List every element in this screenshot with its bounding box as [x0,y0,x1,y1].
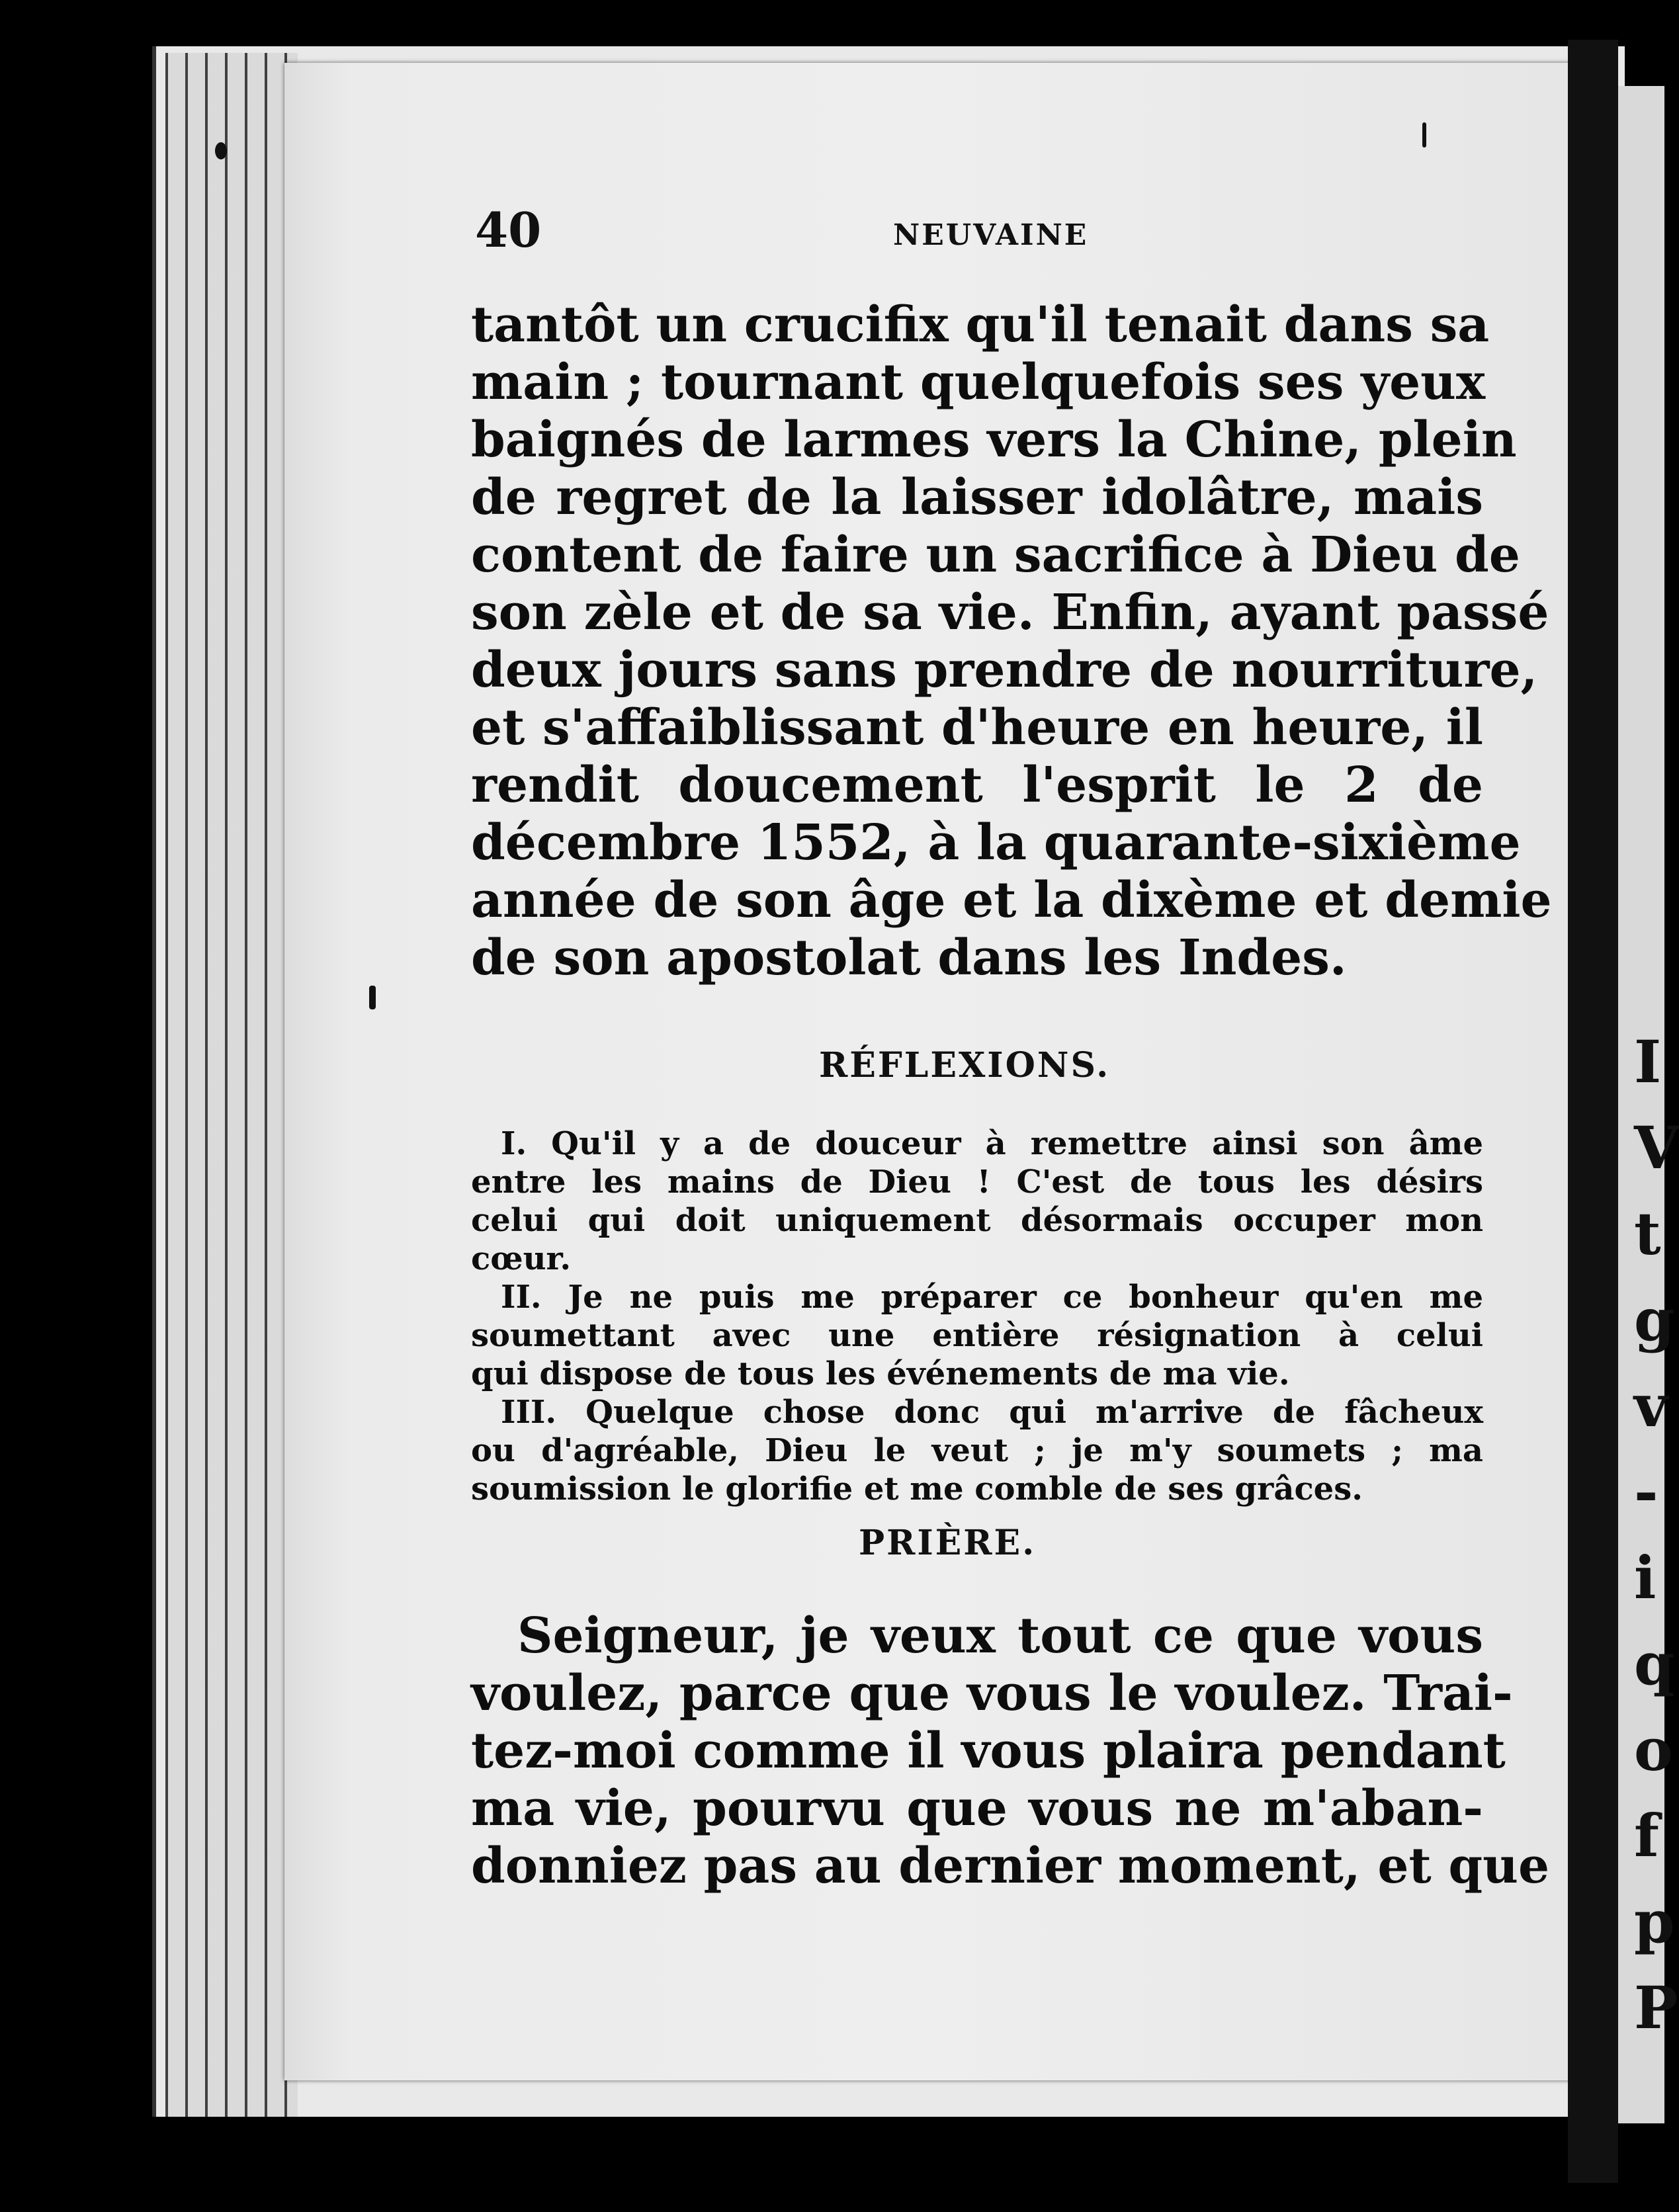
facing-page-letter: i [1634,1543,1657,1612]
text-line: III. Quelque chose donc qui m'arrive de fâcheux [501,1394,1483,1431]
text-line: celui qui doit uniquement désormais occuper mon [471,1202,1483,1239]
text-line: donniez pas au dernier moment, et que [471,1838,1550,1894]
text-line: deux jours sans prendre de nourriture, [471,642,1538,699]
text-line: main ; tournant quelquefois ses yeux [471,354,1486,411]
facing-page-letter: t [1634,1199,1661,1268]
facing-page-letter: P [1634,1973,1678,2042]
text-line: entre les mains de Dieu ! C'est de tous les désirs [471,1164,1483,1201]
text-line: rendit doucement l'esprit le 2 de [471,757,1483,814]
text-line: baignés de larmes vers la Chine, plein [471,411,1517,468]
facing-page-letter: f [1634,1801,1659,1870]
facing-page-letter: g [1634,1285,1675,1354]
priere-paragraph [471,1607,1550,1895]
text-line: tantôt un crucifix qu'il tenait dans sa [471,296,1490,353]
facing-page-letter: p [1634,1887,1675,1956]
text-line: I. Qu'il y a de douceur à remettre ainsi son âme [501,1125,1483,1162]
scan-speck [1422,122,1426,148]
facing-page-letter: V [1634,1113,1679,1182]
text-line: voulez, parce que vous le voulez. Trai- [471,1665,1513,1722]
running-head: NEUVAINE [893,218,1089,252]
facing-page-letter: I [1634,1027,1662,1096]
page-edges [165,53,298,2117]
text-line: soumission le glorifie et me comble de ses grâces. [471,1470,1363,1508]
priere-title: PRIÈRE. [859,1523,1037,1563]
text-line: et s'affaiblissant d'heure en heure, il [471,699,1483,756]
book-gutter [1568,40,1618,2183]
facing-page-letter: - [1634,1457,1658,1526]
text-line: tez-moi comme il vous plaira pendant [471,1723,1506,1779]
reflexions-title: RÉFLEXIONS. [819,1045,1111,1085]
text-line: content de faire un sacrifice à Dieu de [471,527,1520,583]
text-line: Seigneur, je veux tout ce que vous [517,1607,1483,1664]
scan-speck [369,986,376,1009]
facing-page-letter: q [1634,1629,1675,1698]
text-line: de regret de la laisser idolâtre, mais [471,469,1483,526]
facing-page-letter: v [1634,1371,1668,1440]
text-line: ma vie, pourvu que vous ne m'aban- [471,1780,1483,1837]
text-line: ou d'agréable, Dieu le veut ; je m'y soumets ; ma [471,1432,1483,1469]
text-line: cœur. [471,1240,572,1277]
reflexions-list [471,1125,1483,1508]
text-line: II. Je ne puis me préparer ce bonheur qu'en me [501,1279,1483,1316]
text-line: son zèle et de sa vie. Enfin, ayant passé [471,584,1549,641]
page-number: 40 [475,202,542,258]
facing-page-letter: o [1634,1715,1673,1784]
text-line: soumettant avec une entière résignation à celui [471,1317,1483,1354]
body-paragraph [471,296,1552,987]
text-line: de son apostolat dans les Indes. [471,929,1347,986]
text-line: année de son âge et la dixème et demie [471,872,1552,929]
text-line: décembre 1552, à la quarante-sixième [471,814,1521,871]
text-line: qui dispose de tous les événements de ma vie. [471,1355,1290,1392]
facing-page-letters [1634,1019,1679,2051]
scan-speck [215,142,227,159]
